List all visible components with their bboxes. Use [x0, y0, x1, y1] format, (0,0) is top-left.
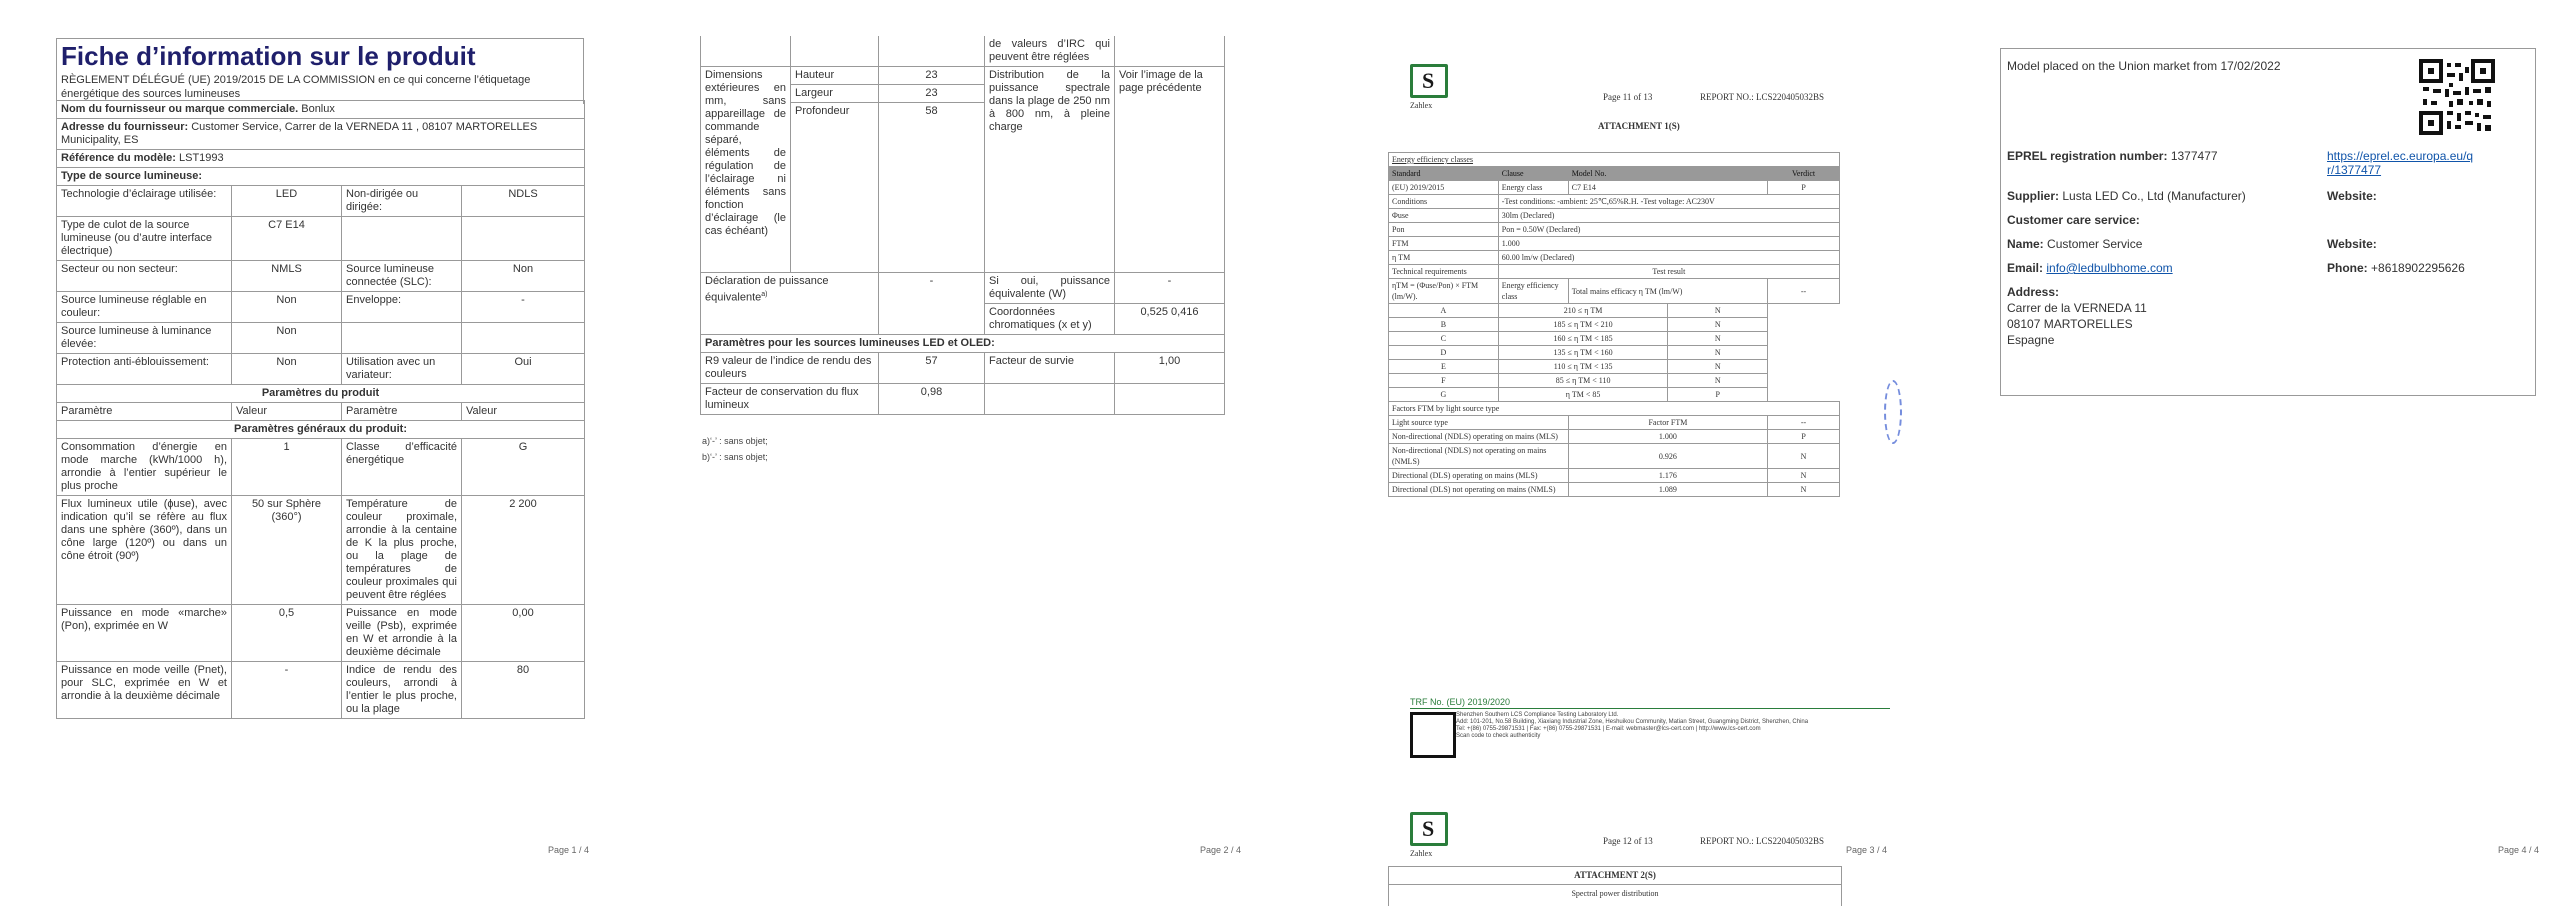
ftm-col: Factor FTM — [1568, 416, 1767, 430]
address-label: Adresse du fournisseur: — [61, 121, 189, 133]
factor-value: 1.089 — [1568, 483, 1767, 497]
class-range: 210 ≤ η TM — [1498, 304, 1668, 318]
eff-class-label: Energy efficiency class — [1498, 279, 1568, 304]
head-cell: Standard — [1389, 167, 1499, 181]
dim-key: Profondeur — [791, 103, 879, 273]
row-label: Source lumineuse à luminance élevée: — [57, 323, 232, 354]
name-label: Name: — [2007, 237, 2044, 251]
class-letter: D — [1389, 346, 1499, 360]
lab-line: Scan code to check authenticity — [1456, 733, 1541, 739]
phi-value: 30lm (Declared) — [1498, 209, 1839, 223]
table-row — [1389, 209, 1840, 223]
divider — [1410, 708, 1890, 709]
page-3 — [1280, 0, 1920, 905]
row-value: NDLS — [462, 186, 585, 217]
table-row — [701, 335, 1225, 353]
logo-caption: Zahlex — [1410, 101, 1433, 110]
row-value: LED — [232, 186, 342, 217]
product-sheet-header — [56, 38, 584, 104]
placed-on-market: Model placed on the Union market from 17/02/2022 — [2007, 59, 2281, 73]
table-row — [57, 150, 585, 168]
table-row — [57, 101, 585, 119]
lab-line: Tel: +(86) 0755-29871531 | Fax: +(86) 0755-29871531 | E-mail: webmaster@lcs-cert.com | http://www.lcs-cert.com — [1456, 726, 1761, 732]
survival-value: 1,00 — [1115, 353, 1225, 384]
factor-type: Non-directional (NDLS) operating on mains (MLS) — [1389, 430, 1569, 444]
attachment-title: ATTACHMENT 2(S) — [1574, 870, 1656, 880]
row-value: Oui — [462, 354, 585, 385]
product-info-table-continued — [700, 36, 1225, 415]
phone-label: Phone: — [2327, 261, 2368, 275]
r9-label: R9 valeur de l’indice de rendu des couleurs — [701, 353, 879, 384]
class-letter: F — [1389, 374, 1499, 388]
table-row — [1389, 304, 1840, 318]
row-label: Type de culot de la source lumineuse (ou d’autre interface électrique) — [57, 217, 232, 261]
eprel-link[interactable]: https://eprel.ec.europa.eu/qr/1377477 — [2327, 149, 2474, 177]
product-info-table — [56, 100, 585, 719]
class-letter: E — [1389, 360, 1499, 374]
page-2 — [640, 0, 1280, 905]
supplier-label: Nom du fournisseur ou marque commerciale. — [61, 103, 299, 115]
table-row — [1389, 416, 1840, 430]
general-title: Paramètres généraux du produit: — [57, 421, 585, 439]
pon-value: Pon = 0.50W (Declared) — [1498, 223, 1839, 237]
table-row — [57, 496, 585, 605]
table-row — [1389, 181, 1840, 195]
pon-label: Pon — [1389, 223, 1499, 237]
table-row — [57, 261, 585, 292]
report-no: REPORT NO.: LCS220405032BS — [1700, 836, 1825, 846]
factor-type: Directional (DLS) operating on mains (MLS) — [1389, 469, 1569, 483]
total-eff-label: Total mains efficacy η TM (lm/W) — [1568, 279, 1767, 304]
lab-info — [1456, 712, 1896, 740]
std-cell: Energy class — [1498, 181, 1568, 195]
row-label: Non-dirigée ou dirigée: — [342, 186, 462, 217]
factor-type: Directional (DLS) not operating on mains (NMLS) — [1389, 483, 1569, 497]
table-row — [1389, 167, 1840, 181]
table-row — [1389, 251, 1840, 265]
equiv-w-value: - — [1115, 273, 1225, 304]
table-row — [701, 273, 1225, 304]
param-value: 0,00 — [462, 605, 585, 662]
param-label: Flux lumineux utile (ɸuse), avec indication qu’il se réfère au flux dans une sphère (360º), dans un cône large (120º) ou dans un cône étroit (90º) — [57, 496, 232, 605]
table-row — [1389, 430, 1840, 444]
std-cell: P — [1768, 181, 1840, 195]
dash: -- — [1768, 416, 1840, 430]
equiv-sup: a) — [761, 291, 768, 298]
lst-label: Light source type — [1389, 416, 1569, 430]
qr-code-graphic — [2419, 59, 2495, 135]
maint-label: Facteur de conservation du flux lumineux — [701, 384, 879, 415]
eta-value: 60.00 lm/w (Declared) — [1498, 251, 1839, 265]
param-value: G — [462, 439, 585, 496]
factor-type: Non-directional (NDLS) not operating on mains (NMLS) — [1389, 444, 1569, 469]
eprel-label: EPREL registration number: — [2007, 149, 2168, 163]
model-value: LST1993 — [178, 152, 224, 164]
table-row — [701, 67, 1225, 85]
equiv-w-label: Si oui, puissance équivalente (W) — [985, 273, 1115, 304]
name-value: Customer Service — [2047, 237, 2143, 251]
table-row — [701, 36, 1225, 67]
table-row — [1389, 279, 1840, 304]
param-label: Température de couleur proximale, arrondie à la centaine de K la plus proche, ou la plage de températures de couleur proximales qui peuvent être réglées — [342, 496, 462, 605]
phi-label: Φuse — [1389, 209, 1499, 223]
table-row — [57, 168, 585, 186]
address-line: 08107 MARTORELLES — [2007, 317, 2133, 331]
address-label: Address: — [2007, 285, 2060, 299]
table-row — [57, 385, 585, 403]
dim-key: Largeur — [791, 85, 879, 103]
param-value: 0,5 — [232, 605, 342, 662]
spd-title: Spectral power distribution — [1389, 884, 1841, 898]
address-line: Espagne — [2007, 333, 2055, 347]
head-cell: Verdict — [1768, 167, 1840, 181]
row-label: Utilisation avec un variateur: — [342, 354, 462, 385]
class-range: η TM < 85 — [1498, 388, 1668, 402]
care-label: Customer care service: — [2007, 213, 2140, 227]
factor-verdict: N — [1768, 483, 1840, 497]
param-value: 80 — [462, 662, 585, 719]
param-label: Indice de rendu des couleurs, arrondi à l’entier le plus proche, ou la plage — [342, 662, 462, 719]
eprel-box — [2000, 48, 2536, 396]
footnote-a: a)‘-’ : sans objet; — [702, 436, 768, 446]
model-label: Référence du modèle: — [61, 152, 176, 164]
param-value: 50 sur Sphère (360°) — [232, 496, 342, 605]
source-type-title: Type de source lumineuse: — [57, 168, 585, 186]
equiv-value: - — [879, 273, 985, 335]
spectral-value: Voir l’image de la page précédente — [1115, 67, 1225, 273]
eprel-value: 1377477 — [2170, 149, 2218, 163]
table-row — [1389, 374, 1840, 388]
class-range: 135 ≤ η TM < 160 — [1498, 346, 1668, 360]
std-cell: C7 E14 — [1568, 181, 1767, 195]
ftm-label: FTM — [1389, 237, 1499, 251]
lab-line: Add: 101-201, No.58 Building, Xiaxiang Industrial Zone, Heshuikou Community, Matian Street, Guangming District, Shenzhen, China — [1456, 719, 1809, 725]
page-1 — [0, 0, 640, 905]
led-title: Paramètres pour les sources lumineuses LED et OLED: — [701, 335, 1225, 353]
table-row — [57, 292, 585, 323]
row-label: Secteur ou non secteur: — [57, 261, 232, 292]
row-value: Non — [232, 354, 342, 385]
lab-line: Shenzhen Southern LCS Compliance Testing Laboratory Ltd. — [1456, 712, 1619, 718]
equiv-label: Déclaration de puissance équivalente — [705, 275, 829, 304]
col-param: Paramètre — [342, 403, 462, 421]
table-row — [57, 421, 585, 439]
class-verdict: N — [1668, 374, 1768, 388]
table-row — [57, 439, 585, 496]
table-row — [1389, 402, 1840, 416]
table-row — [1389, 318, 1840, 332]
r9-value: 57 — [879, 353, 985, 384]
supplier-label: Supplier: — [2007, 189, 2060, 203]
logo-caption: Zahlex — [1410, 849, 1433, 858]
table-row — [57, 354, 585, 385]
class-verdict: N — [1668, 332, 1768, 346]
class-verdict: N — [1668, 360, 1768, 374]
attachment-2-box — [1388, 866, 1842, 906]
formula: ηTM = (Φuse/Pon) × FTM (lm/W). — [1389, 279, 1499, 304]
class-verdict: N — [1668, 318, 1768, 332]
website-label: Website: — [2327, 189, 2377, 203]
param-label: Consommation d’énergie en mode marche (kWh/1000 h), arrondie à l’entier supérieur le plus proche — [57, 439, 232, 496]
class-range: 110 ≤ η TM < 135 — [1498, 360, 1668, 374]
class-letter: G — [1389, 388, 1499, 402]
table-row — [1389, 265, 1840, 279]
table-row — [1389, 346, 1840, 360]
table-row — [1389, 360, 1840, 374]
factors-title: Factors FTM by light source type — [1389, 402, 1840, 416]
section-title: Energy efficiency classes — [1389, 153, 1840, 167]
row-value: - — [462, 292, 585, 323]
table-row — [1389, 195, 1840, 209]
email-link[interactable]: info@ledbulbhome.com — [2046, 261, 2173, 275]
page-number: Page 3 / 4 — [1846, 845, 1888, 855]
factor-value: 1.176 — [1568, 469, 1767, 483]
class-letter: A — [1389, 304, 1499, 318]
dim-value: 58 — [879, 103, 985, 273]
dim-key: Hauteur — [791, 67, 879, 85]
page-of: Page 12 of 13 — [1603, 836, 1653, 846]
row-value: C7 E14 — [232, 217, 342, 261]
regulation-text: RÈGLEMENT DÉLÉGUÉ (UE) 2019/2015 DE LA COMMISSION en ce qui concerne l’étiquetage énergétique des sources lumineuses — [61, 74, 531, 100]
class-range: 185 ≤ η TM < 210 — [1498, 318, 1668, 332]
table-row — [1389, 332, 1840, 346]
dim-value: 23 — [879, 67, 985, 85]
address-value: Customer Service, Carrer de la VERNEDA 11 , 08107 MARTORELLES Municipality, ES — [61, 121, 538, 146]
page-title: Fiche d’information sur le produit — [61, 41, 476, 71]
dash: -- — [1768, 279, 1840, 304]
param-value: 1 — [232, 439, 342, 496]
table-row — [1389, 237, 1840, 251]
param-label: Puissance en mode veille (Psb), exprimée en W et arrondie à la deuxième décimale — [342, 605, 462, 662]
survival-label: Facteur de survie — [985, 353, 1115, 384]
email-label: Email: — [2007, 261, 2044, 275]
param-label: Puissance en mode veille (Pnet), pour SLC, exprimée en W et arrondie à la deuxième décimale — [57, 662, 232, 719]
test-result: Test result — [1498, 265, 1839, 279]
phone-value: +8618902295626 — [2371, 261, 2465, 275]
dim-value: 23 — [879, 85, 985, 103]
table-row — [701, 384, 1225, 415]
row-label: Protection anti-éblouissement: — [57, 354, 232, 385]
maint-value: 0,98 — [879, 384, 985, 415]
page-number: Page 1 / 4 — [548, 845, 590, 855]
eta-label: η TM — [1389, 251, 1499, 265]
class-letter: C — [1389, 332, 1499, 346]
param-label: Puissance en mode «marche» (Pon), exprimée en W — [57, 605, 232, 662]
address-line: Carrer de la VERNEDA 11 — [2007, 301, 2147, 315]
page-number: Page 4 / 4 — [2498, 845, 2540, 855]
chroma-value: 0,525 0,416 — [1115, 304, 1225, 335]
attachment-title: ATTACHMENT 1(S) — [1598, 121, 1680, 131]
conditions-label: Conditions — [1389, 195, 1499, 209]
factor-verdict: P — [1768, 430, 1840, 444]
head-cell: Clause — [1498, 167, 1568, 181]
trf-number: TRF No. (EU) 2019/2020 — [1410, 697, 1511, 707]
table-row — [57, 119, 585, 150]
table-row — [1389, 483, 1840, 497]
row-label: Enveloppe: — [342, 292, 462, 323]
table-row — [1389, 223, 1840, 237]
conditions-value: -Test conditions: -ambient: 25℃,65%R.H. -Test voltage: AC230V — [1498, 195, 1839, 209]
irc-continued: de valeurs d’IRC qui peuvent être réglées — [985, 36, 1115, 67]
class-letter: B — [1389, 318, 1499, 332]
class-range: 85 ≤ η TM < 110 — [1498, 374, 1668, 388]
row-value: Non — [232, 323, 342, 354]
chroma-label: Coordonnées chromatiques (x et y) — [985, 304, 1115, 335]
table-row — [57, 605, 585, 662]
table-row — [57, 403, 585, 421]
website-label: Website: — [2327, 237, 2377, 251]
row-value: NMLS — [232, 261, 342, 292]
qr-code-icon — [1410, 712, 1456, 758]
row-value: Non — [462, 261, 585, 292]
col-value: Valeur — [462, 403, 585, 421]
table-row — [57, 186, 585, 217]
page-of: Page 11 of 13 — [1603, 92, 1653, 102]
table-row — [57, 217, 585, 261]
row-label: Source lumineuse connectée (SLC): — [342, 261, 462, 292]
table-row — [57, 662, 585, 719]
qr-code-icon — [2419, 59, 2495, 135]
table-row — [1389, 153, 1840, 167]
class-range: 160 ≤ η TM < 185 — [1498, 332, 1668, 346]
lab-logo — [1410, 64, 1448, 98]
param-value: 2 200 — [462, 496, 585, 605]
param-label: Classe d’efficacité énergétique — [342, 439, 462, 496]
params-title: Paramètres du produit — [57, 385, 585, 403]
tech-label: Technical requirements — [1389, 265, 1499, 279]
class-verdict: N — [1668, 304, 1768, 318]
factor-verdict: N — [1768, 469, 1840, 483]
supplier-value: Bonlux — [301, 103, 335, 115]
class-verdict: P — [1668, 388, 1768, 402]
factor-verdict: N — [1768, 444, 1840, 469]
row-label — [342, 323, 462, 354]
class-verdict: N — [1668, 346, 1768, 360]
factor-value: 1.000 — [1568, 430, 1767, 444]
param-value: - — [232, 662, 342, 719]
page-4 — [1920, 0, 2560, 905]
row-label — [342, 217, 462, 261]
supplier-value: Lusta LED Co., Ltd (Manufacturer) — [2062, 189, 2246, 203]
table-row — [57, 323, 585, 354]
row-value — [462, 323, 585, 354]
col-param: Paramètre — [57, 403, 232, 421]
row-label: Technologie d’éclairage utilisée: — [57, 186, 232, 217]
std-cell: (EU) 2019/2015 — [1389, 181, 1499, 195]
table-row — [1389, 469, 1840, 483]
page-number: Page 2 / 4 — [1200, 845, 1242, 855]
footnote-b: b)‘-’ : sans objet; — [702, 452, 768, 462]
col-value: Valeur — [232, 403, 342, 421]
row-value — [462, 217, 585, 261]
ftm-value: 1.000 — [1498, 237, 1839, 251]
table-row — [1389, 388, 1840, 402]
energy-class-table — [1388, 152, 1840, 497]
row-label: Source lumineuse réglable en couleur: — [57, 292, 232, 323]
lab-logo — [1410, 812, 1448, 846]
head-cell: Model No. — [1568, 167, 1767, 181]
row-value: Non — [232, 292, 342, 323]
factor-value: 0.926 — [1568, 444, 1767, 469]
blue-stamp — [1884, 380, 1902, 444]
table-row — [701, 353, 1225, 384]
spectral-label: Distribution de la puissance spectrale dans la plage de 250 nm à 800 nm, à pleine charge — [985, 67, 1115, 273]
report-no: REPORT NO.: LCS220405032BS — [1700, 92, 1825, 102]
dims-label: Dimensions extérieures en mm, sans appareillage de commande séparé, éléments de régulation de l’éclairage ni éléments sans fonction d’éclairage (le cas échéant) — [701, 67, 791, 273]
table-row — [1389, 444, 1840, 469]
